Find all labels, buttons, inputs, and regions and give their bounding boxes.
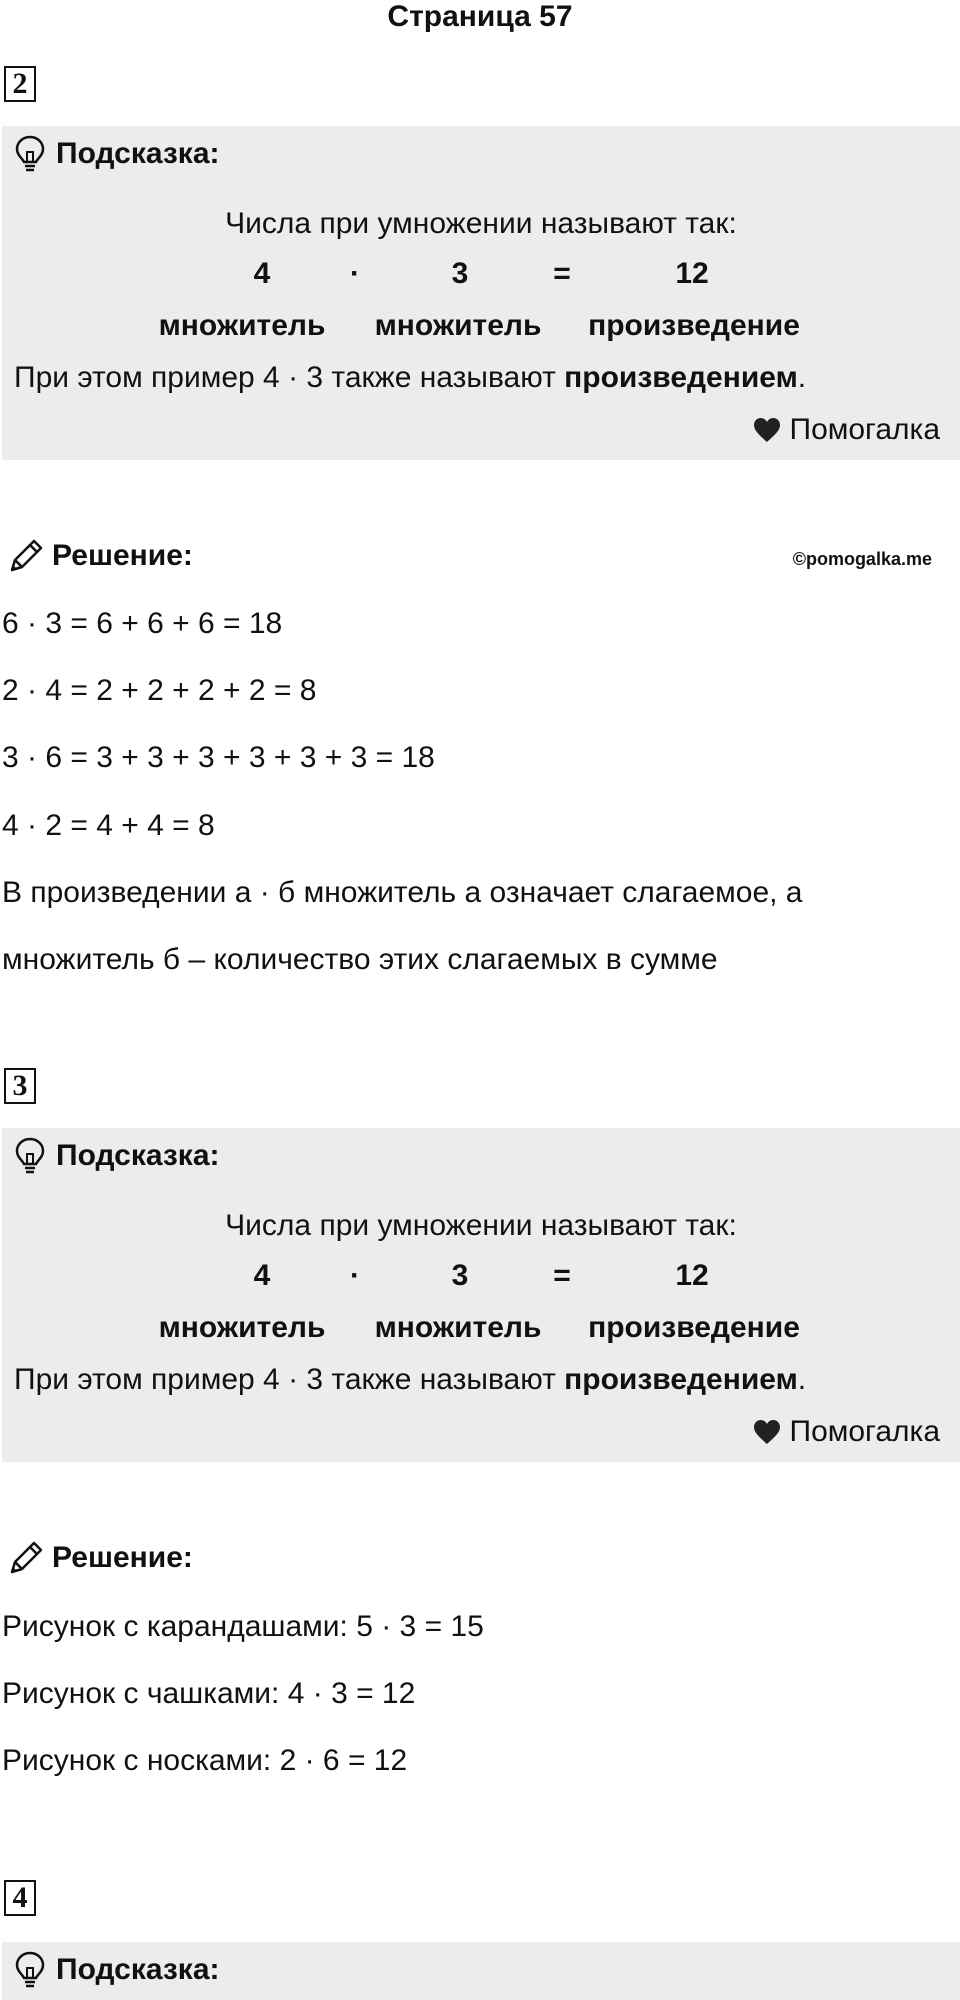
solution-line: множитель б – количество этих слагаемых в сумме	[2, 943, 718, 976]
watermark: ©pomogalka.me	[792, 549, 932, 569]
solution-label: Решение:	[52, 1541, 193, 1574]
pencil-icon	[6, 536, 46, 576]
hint-header	[14, 1950, 220, 1990]
solution-line: Рисунок с носками: 2 · 6 = 12	[2, 1744, 408, 1777]
hint-box	[2, 126, 960, 460]
brand	[752, 1412, 941, 1452]
hint-box	[2, 1128, 960, 1462]
hint-label: Подсказка:	[56, 1139, 220, 1172]
hint-box	[2, 1942, 960, 2000]
hint-note-bold: произведением	[564, 361, 798, 394]
solution-line: 2 · 4 = 2 + 2 + 2 + 2 = 8	[2, 674, 317, 707]
hint-label: Подсказка:	[56, 1953, 220, 1986]
task-number-2: 2	[4, 66, 36, 102]
hint-note-text: При этом пример 4 · 3 также называют	[14, 361, 565, 394]
solution-header	[6, 1538, 193, 1578]
product-value: 12	[675, 257, 709, 290]
solution-label: Решение:	[52, 539, 193, 572]
factor-1: 4	[253, 1259, 271, 1292]
hint-note-end: .	[797, 361, 807, 394]
hint-intro: Числа при умножении называют так:	[225, 1209, 737, 1242]
multiply-sign: ·	[350, 1259, 360, 1292]
hint-note	[14, 1360, 806, 1400]
solution-line: 6 · 3 = 6 + 6 + 6 = 18	[2, 607, 283, 640]
heart-icon	[752, 416, 782, 444]
multiply-sign: ·	[350, 257, 360, 290]
hint-note-end: .	[797, 1363, 807, 1396]
hint-intro: Числа при умножении называют так:	[225, 207, 737, 240]
brand-name: Помогалка	[789, 1415, 940, 1448]
lightbulb-icon	[14, 134, 46, 174]
factor-name-1: множитель	[158, 1311, 326, 1344]
equals-sign: =	[553, 257, 571, 290]
product-name: произведение	[588, 1311, 800, 1344]
brand	[752, 410, 941, 450]
hint-header	[14, 1136, 220, 1176]
heart-icon	[752, 1418, 782, 1446]
solution-header	[6, 536, 193, 576]
factor-name-1: множитель	[158, 309, 326, 342]
solution-line: 4 · 2 = 4 + 4 = 8	[2, 809, 215, 842]
solution-line: Рисунок с карандашами: 5 · 3 = 15	[2, 1610, 484, 1643]
equals-sign: =	[553, 1259, 571, 1292]
hint-label: Подсказка:	[56, 137, 220, 170]
lightbulb-icon	[14, 1136, 46, 1176]
solution-line: В произведении а · б множитель а означает слагаемое, а	[2, 876, 803, 909]
factor-name-2: множитель	[374, 309, 542, 342]
factor-2: 3	[451, 1259, 469, 1292]
hint-note-bold: произведением	[564, 1363, 798, 1396]
hint-note	[14, 358, 806, 398]
hint-header	[14, 134, 220, 174]
hint-note-text: При этом пример 4 · 3 также называют	[14, 1363, 565, 1396]
brand-name: Помогалка	[789, 413, 940, 446]
product-value: 12	[675, 1259, 709, 1292]
pencil-icon	[6, 1538, 46, 1578]
factor-1: 4	[253, 257, 271, 290]
factor-name-2: множитель	[374, 1311, 542, 1344]
solution-line: Рисунок с чашками: 4 · 3 = 12	[2, 1677, 416, 1710]
product-name: произведение	[588, 309, 800, 342]
page-title: Страница 57	[387, 0, 573, 33]
task-number-4: 4	[4, 1880, 36, 1916]
solution-line: 3 · 6 = 3 + 3 + 3 + 3 + 3 + 3 = 18	[2, 741, 435, 774]
task-number-3: 3	[4, 1068, 36, 1104]
factor-2: 3	[451, 257, 469, 290]
lightbulb-icon	[14, 1950, 46, 1990]
